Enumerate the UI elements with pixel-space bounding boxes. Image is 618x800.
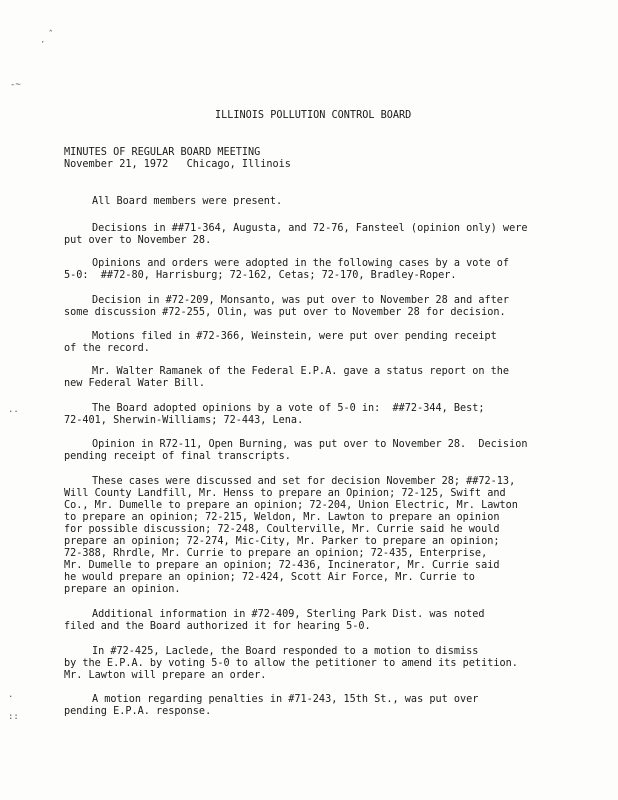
paragraph-line: some discussion #72-255, Olin, was put over to November 28 for decision. [64, 307, 506, 318]
paragraph-line: Opinions and orders were adopted in the following cases by a vote of [92, 258, 510, 269]
scan-mark: .. [8, 405, 19, 415]
paragraph-line: 5-0: ##72-80, Harrisburg; 72-162, Cetas; 72-170, Bradley-Roper. [64, 270, 457, 281]
paragraph-line: pending receipt of final transcripts. [64, 451, 291, 462]
paragraph-line: Mr. Walter Ramanek of the Federal E.P.A. gave a status report on the [92, 366, 510, 377]
paragraph-line: he would prepare an opinion; 72-424, Scott Air Force, Mr. Currie to [64, 572, 475, 583]
paragraph-line: for possible discussion; 72-248, Coulterville, Mr. Currie said he would [64, 524, 500, 535]
paragraph-line: put over to November 28. [64, 235, 212, 246]
minutes-heading: MINUTES OF REGULAR BOARD MEETING [64, 147, 261, 158]
paragraph-line: Mr. Dumelle to prepare an opinion; 72-436, Incinerator, Mr. Currie said [64, 560, 500, 571]
paragraph-line: prepare an opinion. [64, 584, 181, 595]
paragraph-line: Decision in #72-209, Monsanto, was put over to November 28 and after [92, 295, 510, 306]
paragraph-line: In #72-425, Laclede, the Board responded to a motion to dismiss [92, 646, 479, 657]
paragraph-line: These cases were discussed and set for decision November 28; ##72-13, [92, 476, 516, 487]
scan-mark: -~ [10, 80, 21, 90]
scan-mark: :: [8, 712, 19, 722]
paragraph-line: Decisions in ##71-364, Augusta, and 72-76, Fansteel (opinion only) were [92, 223, 528, 234]
paragraph-line: to prepare an opinion; 72-215, Weldon, Mr. Lawton to prepare an opinion [64, 512, 500, 523]
scan-mark: · [40, 38, 46, 48]
paragraph-line: new Federal Water Bill. [64, 378, 206, 389]
paragraph-line: 72-401, Sherwin-Williams; 72-443, Lena. [64, 415, 304, 426]
paragraph-line: Motions filed in #72-366, Weinstein, were put over pending receipt [92, 331, 497, 342]
paragraph-line: Opinion in R72-11, Open Burning, was put over to November 28. Decision [92, 439, 528, 450]
paragraph-line: of the record. [64, 343, 150, 354]
meeting-date-line: November 21, 1972 Chicago, Illinois [64, 159, 291, 170]
paragraph-line: Additional information in #72-409, Sterling Park Dist. was noted [92, 609, 485, 620]
paragraph-line: prepare an opinion; 72-274, Mic-City, Mr. Parker to prepare an opinion; [64, 536, 500, 547]
scan-mark: ˆ [48, 30, 54, 40]
paragraph-line: by the E.P.A. by voting 5-0 to allow the petitioner to amend its petition. [64, 658, 518, 669]
paragraph-line: 72-388, Rhrdle, Mr. Currie to prepare an opinion; 72-435, Enterprise, [64, 548, 488, 559]
document-title: ILLINOIS POLLUTION CONTROL BOARD [215, 110, 412, 121]
paragraph-line: Mr. Lawton will prepare an order. [64, 670, 267, 681]
paragraph-line: Will County Landfill, Mr. Henss to prepare an Opinion; 72-125, Swift and [64, 488, 506, 499]
paragraph-line: The Board adopted opinions by a vote of 5-0 in: ##72-344, Best; [92, 403, 485, 414]
paragraph-line: filed and the Board authorized it for hearing 5-0. [64, 621, 371, 632]
paragraph-line: A motion regarding penalties in #71-243, 15th St., was put over [92, 694, 479, 705]
paragraph-line: Co., Mr. Dumelle to prepare an opinion; 72-204, Union Electric, Mr. Lawton [64, 500, 518, 511]
paragraph-line: pending E.P.A. response. [64, 706, 212, 717]
scan-mark: . [8, 690, 14, 700]
paragraph-line: All Board members were present. [92, 196, 283, 207]
